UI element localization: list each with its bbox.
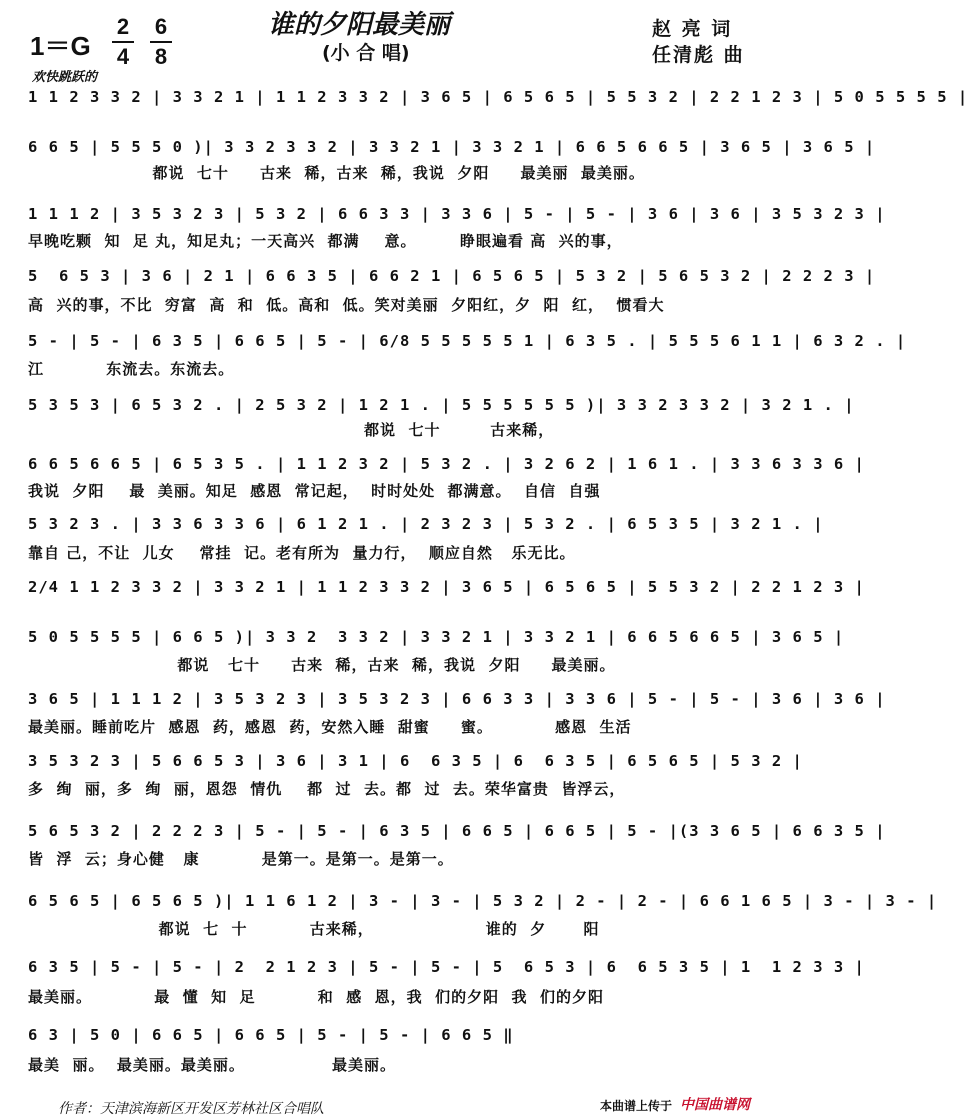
lyrics-line-14: 都说 七 十 古来稀， 谁的 夕 阳 xyxy=(28,920,600,938)
song-subtitle: (小 合 唱) xyxy=(322,42,410,64)
notation-line-1: 1 1 2 3 3 2 | 3 3 2 1 | 1 1 2 3 3 2 | 3 6 5 | 6 5 6 5 | 5 5 3 2 | 2 2 1 2 3 | 5 0 5 5 5 5 | xyxy=(28,88,968,106)
lyrics-line-4: 高 兴的事，不比 穷富 高 和 低。高和 低。笑对美丽 夕阳红，夕 阳 红， 惯看大 xyxy=(28,296,665,314)
notation-line-8: 5 3 2 3 . | 3 3 6 3 3 6 | 6 1 2 1 . | 2 3 2 3 | 5 3 2 . | 6 5 3 5 | 3 2 1 . | xyxy=(28,515,824,533)
lyrics-line-3: 早晚吃颗 知 足 丸，知足丸；一天高兴 都满 意。 睁眼遍看 高 兴的事， xyxy=(28,232,623,250)
author-credit: 作者：天津滨海新区开发区芳林社区合唱队 xyxy=(58,1101,324,1117)
lyrics-line-2: 都说 七十 古来 稀，古来 稀，我说 夕阳 最美丽 最美丽。 xyxy=(28,164,645,182)
notation-line-14: 6 5 6 5 | 6 5 6 5 )| 1 1 6 1 2 | 3 - | 3 - | 5 3 2 | 2 - | 2 - | 6 6 1 6 5 | 3 - | 3 - | xyxy=(28,892,938,910)
notation-line-5: 5 - | 5 - | 6 3 5 | 6 6 5 | 5 - | 6/8 5 5 5 5 5 1 | 6 3 5 . | 5 5 5 6 1 1 | 6 3 2 . | xyxy=(28,332,907,350)
time-num: 2 xyxy=(116,14,130,39)
fraction-bar xyxy=(112,41,134,43)
notation-line-9: 2/4 1 1 2 3 3 2 | 3 3 2 1 | 1 1 2 3 3 2 | 3 6 5 | 6 5 6 5 | 5 5 3 2 | 2 2 1 2 3 | xyxy=(28,578,865,596)
lyrics-line-5: 江 东流去。东流去。 xyxy=(28,360,235,378)
time-den: 8 xyxy=(154,44,168,69)
lyrics-line-13: 皆 浮 云；身心健 康 是第一。是第一。是第一。 xyxy=(28,850,454,868)
lyrics-line-15: 最美丽。 最 懂 知 足 和 感 恩，我 们的夕阳 我 们的夕阳 xyxy=(28,988,605,1006)
notation-line-4: 5 6 5 3 | 3 6 | 2 1 | 6 6 3 5 | 6 6 2 1 | 6 5 6 5 | 5 3 2 | 5 6 5 3 2 | 2 2 2 3 | xyxy=(28,267,876,285)
song-title: 谁的夕阳最美丽 xyxy=(268,10,451,40)
notation-line-7: 6 6 5 6 6 5 | 6 5 3 5 . | 1 1 2 3 2 | 5 3 2 . | 3 2 6 2 | 1 6 1 . | 3 3 6 3 3 6 | xyxy=(28,455,865,473)
lyrics-line-10: 都说 七十 古来 稀，古来 稀，我说 夕阳 最美丽。 xyxy=(28,656,616,674)
notation-line-16: 6 3 | 5 0 | 6 6 5 | 6 6 5 | 5 - | 5 - | 6 6 5 ‖ xyxy=(28,1026,514,1044)
notation-line-3: 1 1 1 2 | 3 5 3 2 3 | 5 3 2 | 6 6 3 3 | 3 3 6 | 5 - | 5 - | 3 6 | 3 6 | 3 5 3 2 3 | xyxy=(28,205,886,223)
tempo-marking: 欢快跳跃的 xyxy=(32,70,98,85)
notation-line-13: 5 6 5 3 2 | 2 2 2 3 | 5 - | 5 - | 6 3 5 | 6 6 5 | 6 6 5 | 5 - |(3 3 6 5 | 6 6 3 5 | xyxy=(28,822,886,840)
notation-line-2: 6 6 5 | 5 5 5 0 )| 3 3 2 3 3 2 | 3 3 2 1 | 3 3 2 1 | 6 6 5 6 6 5 | 3 6 5 | 3 6 5 | xyxy=(28,138,876,156)
time-den: 4 xyxy=(116,44,130,69)
notation-line-12: 3 5 3 2 3 | 5 6 6 5 3 | 3 6 | 3 1 | 6 6 3 5 | 6 6 3 5 | 6 5 6 5 | 5 3 2 | xyxy=(28,752,803,770)
notation-line-15: 6 3 5 | 5 - | 5 - | 2 2 1 2 3 | 5 - | 5 - | 5 6 5 3 | 6 6 5 3 5 | 1 1 2 3 3 | xyxy=(28,958,865,976)
time-signature-6-8 xyxy=(150,14,172,70)
site-logo[interactable]: 中国曲谱网 xyxy=(680,1097,750,1113)
key-signature: 1＝G xyxy=(30,31,91,61)
lyrics-line-6: 都说 七十 古来稀， xyxy=(28,421,555,439)
lyrics-line-8: 靠自 己，不让 儿女 常挂 记。老有所为 量力行， 顺应自然 乐无比。 xyxy=(28,544,576,562)
lyrics-line-12: 多 绚 丽，多 绚 丽，恩怨 情仇 都 过 去。都 过 去。荣华富贵 皆浮云， xyxy=(28,780,626,798)
time-signature-2-4 xyxy=(112,14,134,70)
lyrics-line-11: 最美丽。睡前吃片 感恩 药，感恩 药，安然入睡 甜蜜 蜜。 感恩 生活 xyxy=(28,718,632,736)
lyricist-credit: 赵 亮 词 xyxy=(652,18,733,40)
lyrics-line-16: 最美 丽。 最美丽。最美丽。 最美丽。 xyxy=(28,1056,397,1074)
notation-line-11: 3 6 5 | 1 1 1 2 | 3 5 3 2 3 | 3 5 3 2 3 | 6 6 3 3 | 3 3 6 | 5 - | 5 - | 3 6 | 3 6 | xyxy=(28,690,886,708)
time-num: 6 xyxy=(154,14,168,39)
notation-line-6: 5 3 5 3 | 6 5 3 2 . | 2 5 3 2 | 1 2 1 . | 5 5 5 5 5 5 )| 3 3 2 3 3 2 | 3 2 1 . | xyxy=(28,396,855,414)
notation-line-10: 5 0 5 5 5 5 | 6 6 5 )| 3 3 2 3 3 2 | 3 3 2 1 | 3 3 2 1 | 6 6 5 6 6 5 | 3 6 5 | xyxy=(28,628,845,646)
composer-credit: 任清彪 曲 xyxy=(652,44,745,66)
fraction-bar xyxy=(150,41,172,43)
upload-note: 本曲谱上传于 xyxy=(600,1099,673,1113)
lyrics-line-7: 我说 夕阳 最 美丽。知足 感恩 常记起， 时时处处 都满意。 自信 自强 xyxy=(28,482,601,500)
